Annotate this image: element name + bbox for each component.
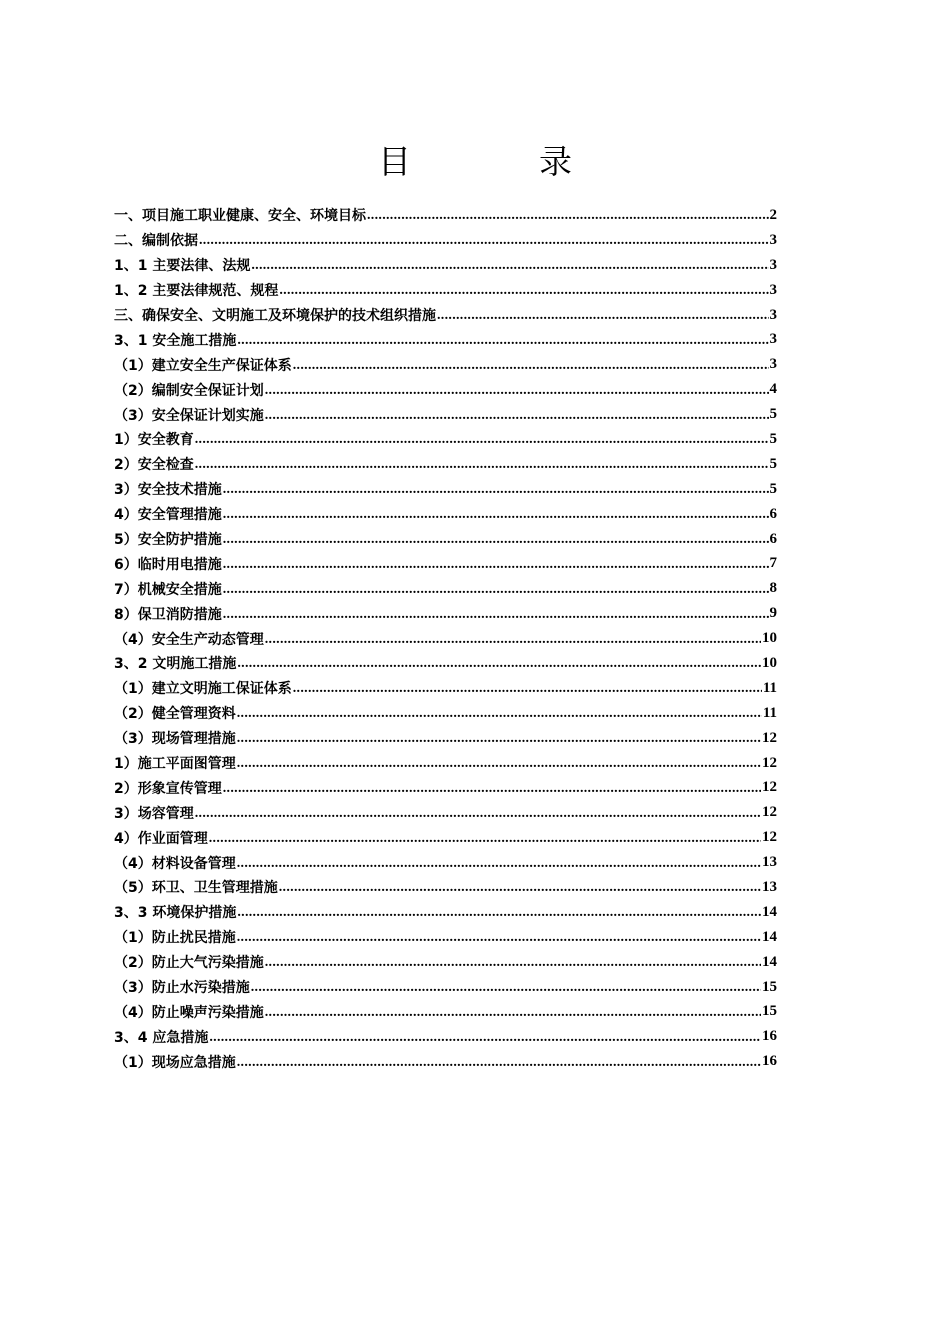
- toc-dot-leader: [293, 358, 769, 374]
- toc-dot-leader: [195, 457, 769, 473]
- toc-entry-page-number: 8: [769, 580, 777, 597]
- toc-entry-page-number: 12: [762, 779, 777, 796]
- page-title: [0, 140, 950, 184]
- toc-entry-page-number: 14: [762, 928, 777, 945]
- toc-entry-page-number: 10: [762, 654, 777, 671]
- toc-entry-label: （4）材料设备管理: [114, 855, 236, 872]
- toc-entry[interactable]: [114, 1000, 777, 1025]
- toc-dot-leader: [237, 333, 768, 349]
- toc-dot-leader: [223, 557, 769, 573]
- toc-entry-label: 7）机械安全措施: [114, 581, 222, 598]
- toc-dot-leader: [265, 632, 761, 648]
- toc-entry[interactable]: [114, 875, 777, 900]
- toc-entry[interactable]: [114, 701, 777, 726]
- toc-entry-label: 三、确保安全、文明施工及环境保护的技术组织措施: [114, 308, 436, 324]
- toc-entry-page-number: 6: [769, 505, 777, 522]
- toc-entry-page-number: 5: [769, 480, 777, 497]
- title-char-1: 目: [378, 142, 411, 181]
- toc-entry[interactable]: [114, 551, 777, 576]
- toc-entry[interactable]: [114, 975, 777, 1000]
- toc-dot-leader: [223, 482, 769, 498]
- toc-entry-label: 4）安全管理措施: [114, 507, 222, 524]
- toc-entry-page-number: 14: [762, 903, 777, 920]
- toc-entry-label: （2）编制安全保证计划: [114, 382, 264, 399]
- toc-dot-leader: [237, 706, 762, 722]
- toc-entry-page-number: 15: [762, 978, 777, 995]
- toc-dot-leader: [223, 507, 769, 523]
- toc-entry-page-number: 11: [762, 704, 777, 721]
- toc-entry[interactable]: [114, 726, 777, 751]
- toc-dot-leader: [237, 856, 761, 872]
- toc-entry[interactable]: [114, 427, 777, 452]
- toc-entry[interactable]: [114, 327, 777, 352]
- toc-entry[interactable]: [114, 825, 777, 850]
- toc-entry-page-number: 3: [769, 256, 777, 273]
- toc-entry-label: 1）施工平面图管理: [114, 756, 236, 773]
- toc-entry-page-number: 16: [762, 1028, 777, 1045]
- toc-entry[interactable]: [114, 228, 777, 253]
- toc-dot-leader: [223, 582, 769, 598]
- toc-entry-page-number: 6: [769, 530, 777, 547]
- toc-entry-label: （2）防止大气污染措施: [114, 955, 264, 972]
- toc-entry-page-number: 3: [769, 356, 777, 373]
- toc-dot-leader: [265, 408, 769, 424]
- toc-dot-leader: [237, 905, 761, 921]
- toc-entry[interactable]: [114, 1049, 777, 1074]
- toc-entry[interactable]: [114, 850, 777, 875]
- toc-entry-page-number: 3: [769, 231, 777, 248]
- toc-entry-page-number: 11: [762, 679, 777, 696]
- toc-entry-page-number: 10: [762, 630, 777, 647]
- toc-entry-label: （4）安全生产动态管理: [114, 631, 264, 648]
- toc-entry-label: 2）安全检查: [114, 457, 194, 474]
- toc-entry[interactable]: [114, 751, 777, 776]
- toc-entry-page-number: 2: [769, 206, 777, 223]
- toc-dot-leader: [209, 1030, 761, 1046]
- toc-entry-label: 3）安全技术措施: [114, 482, 222, 499]
- toc-entry[interactable]: [114, 601, 777, 626]
- toc-entry[interactable]: [114, 676, 777, 701]
- toc-entry-page-number: 12: [762, 729, 777, 746]
- toc-entry-page-number: 9: [769, 605, 777, 622]
- toc-entry-page-number: 5: [769, 406, 777, 423]
- toc-entry-page-number: 13: [762, 878, 777, 895]
- toc-entry-page-number: 13: [762, 854, 777, 871]
- table-of-contents: [114, 203, 777, 1074]
- toc-dot-leader: [195, 806, 761, 822]
- toc-entry-label: 1、2 主要法律规范、规程: [114, 283, 279, 300]
- toc-entry[interactable]: [114, 203, 777, 228]
- toc-entry-label: （1）建立文明施工保证体系: [114, 681, 292, 698]
- toc-entry-label: 1、1 主要法律、法规: [114, 258, 251, 275]
- toc-entry[interactable]: [114, 950, 777, 975]
- toc-entry[interactable]: [114, 502, 777, 527]
- toc-entry[interactable]: [114, 452, 777, 477]
- toc-entry-page-number: 7: [769, 555, 777, 572]
- toc-entry-page-number: 3: [769, 306, 777, 323]
- toc-dot-leader: [437, 308, 769, 324]
- toc-entry-label: 5）安全防护措施: [114, 532, 222, 549]
- toc-entry-label: （3）防止水污染措施: [114, 980, 250, 997]
- toc-entry-label: 3、4 应急措施: [114, 1029, 209, 1046]
- toc-entry[interactable]: [114, 576, 777, 601]
- toc-entry-label: （3）现场管理措施: [114, 731, 236, 748]
- toc-dot-leader: [265, 383, 769, 399]
- toc-entry-label: 3、2 文明施工措施: [114, 656, 237, 673]
- toc-dot-leader: [293, 681, 762, 697]
- title-char-2: 录: [539, 142, 572, 181]
- toc-entry-label: （4）防止噪声污染措施: [114, 1004, 264, 1021]
- toc-entry-label: 8）保卫消防措施: [114, 606, 222, 623]
- toc-entry[interactable]: [114, 775, 777, 800]
- toc-entry[interactable]: [114, 303, 777, 328]
- toc-dot-leader: [279, 880, 761, 896]
- toc-entry[interactable]: [114, 402, 777, 427]
- toc-entry-page-number: 12: [762, 754, 777, 771]
- toc-dot-leader: [251, 258, 768, 274]
- toc-entry-label: 1）安全教育: [114, 432, 194, 449]
- toc-dot-leader: [279, 283, 768, 299]
- toc-entry-label: 6）临时用电措施: [114, 556, 222, 573]
- toc-entry-label: 4）作业面管理: [114, 830, 208, 847]
- toc-dot-leader: [223, 781, 761, 797]
- toc-dot-leader: [265, 955, 761, 971]
- toc-entry[interactable]: [114, 377, 777, 402]
- toc-entry-page-number: 3: [769, 281, 777, 298]
- toc-entry-page-number: 12: [762, 804, 777, 821]
- toc-entry[interactable]: [114, 626, 777, 651]
- toc-entry-label: （3）安全保证计划实施: [114, 407, 264, 424]
- toc-entry-page-number: 15: [762, 1003, 777, 1020]
- toc-entry[interactable]: [114, 477, 777, 502]
- toc-entry-label: （5）环卫、卫生管理措施: [114, 880, 278, 897]
- toc-entry[interactable]: [114, 527, 777, 552]
- toc-entry-label: 一、项目施工职业健康、安全、环境目标: [114, 208, 366, 225]
- toc-entry[interactable]: [114, 651, 777, 676]
- toc-entry[interactable]: [114, 1024, 777, 1049]
- toc-entry[interactable]: [114, 352, 777, 377]
- toc-entry-page-number: 5: [769, 430, 777, 447]
- toc-dot-leader: [251, 980, 761, 996]
- toc-entry-label: （1）建立安全生产保证体系: [114, 357, 292, 374]
- toc-entry-label: 2）形象宣传管理: [114, 780, 222, 797]
- toc-entry-label: （1）现场应急措施: [114, 1054, 236, 1071]
- toc-dot-leader: [223, 607, 769, 623]
- toc-dot-leader: [265, 1005, 761, 1021]
- toc-entry-label: 3）场容管理: [114, 805, 194, 822]
- toc-dot-leader: [237, 756, 761, 772]
- toc-entry-label: （2）健全管理资料: [114, 706, 236, 723]
- toc-entry[interactable]: [114, 800, 777, 825]
- toc-dot-leader: [237, 656, 761, 672]
- toc-entry-page-number: 16: [762, 1053, 777, 1070]
- toc-entry-label: （1）防止扰民措施: [114, 930, 236, 947]
- toc-dot-leader: [209, 831, 761, 847]
- toc-entry-page-number: 14: [762, 953, 777, 970]
- toc-dot-leader: [199, 233, 769, 249]
- toc-dot-leader: [367, 208, 769, 224]
- toc-entry-page-number: 3: [769, 331, 777, 348]
- toc-entry[interactable]: [114, 278, 777, 303]
- toc-entry[interactable]: [114, 900, 777, 925]
- toc-dot-leader: [237, 1055, 761, 1071]
- toc-entry-label: 3、1 安全施工措施: [114, 332, 237, 349]
- toc-entry-page-number: 5: [769, 455, 777, 472]
- toc-entry[interactable]: [114, 925, 777, 950]
- toc-entry-label: 二、编制依据: [114, 233, 198, 250]
- toc-dot-leader: [237, 930, 761, 946]
- toc-entry-label: 3、3 环境保护措施: [114, 905, 237, 922]
- toc-dot-leader: [223, 532, 769, 548]
- toc-dot-leader: [195, 432, 769, 448]
- toc-dot-leader: [237, 731, 761, 747]
- toc-entry-page-number: 12: [762, 829, 777, 846]
- toc-entry[interactable]: [114, 253, 777, 278]
- toc-entry-page-number: 4: [769, 381, 777, 398]
